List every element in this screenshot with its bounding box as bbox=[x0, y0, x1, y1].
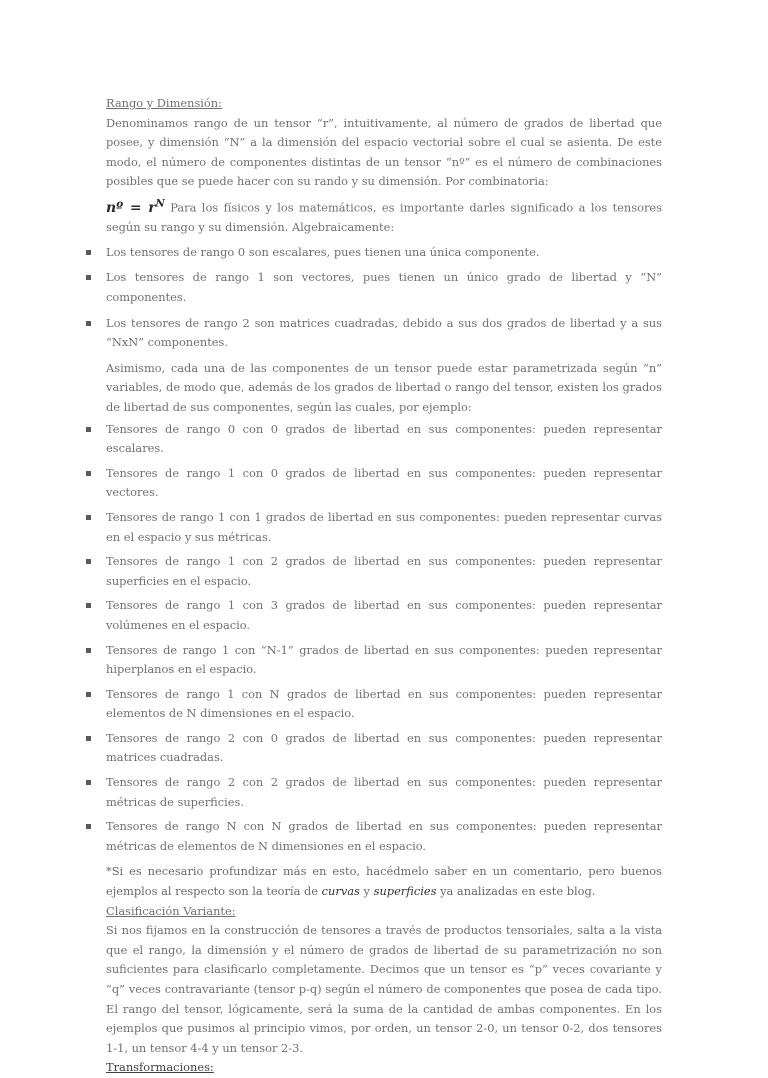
paragraph-parametrizacion: Asimismo, cada una de las componentes de un tensor puede estar parametrizada según “n” variables, de modo que, además de los grados de libertad o rango del tensor, existen los grados de libertad de sus componentes, según las cuales, por ejemplo: bbox=[106, 360, 662, 414]
document-body bbox=[106, 94, 662, 1078]
list-item: Tensores de rango 1 con “N-1” grados de libertad en sus componentes: pueden representar hiperplanos en el espacio. bbox=[106, 641, 662, 680]
list-item: Los tensores de rango 2 son matrices cuadradas, debido a sus dos grados de libertad y a sus “NxN” componentes. bbox=[106, 314, 662, 353]
link-superficies[interactable]: superficies bbox=[373, 884, 437, 899]
formula bbox=[106, 197, 165, 216]
section-heading-clasificacion: Clasificación Variante: bbox=[106, 903, 236, 918]
list-item: Tensores de rango 2 con 2 grados de libertad en sus componentes: pueden representar métricas de superficies. bbox=[106, 773, 662, 812]
list-ejemplos bbox=[106, 420, 662, 857]
list-item: Tensores de rango 2 con 0 grados de libertad en sus componentes: pueden representar matrices cuadradas. bbox=[106, 729, 662, 768]
list-item: Tensores de rango 1 con 3 grados de libertad en sus componentes: pueden representar volúmenes en el espacio. bbox=[106, 596, 662, 635]
list-item: Los tensores de rango 0 son escalares, pues tienen una única componente. bbox=[106, 243, 662, 263]
formula-caption: Para los físicos y los matemáticos, es importante darles significado a los tensores según su rango y su dimensión. Algebraicamente: bbox=[106, 200, 662, 235]
section-heading-transformaciones: Transformaciones: bbox=[106, 1060, 214, 1075]
note-text-mid: y bbox=[359, 884, 374, 899]
note-text: *Si es necesario profundizar más en esto, hacédmelo saber en un comentario, pero buenos ejemplos al respecto son la teoría de bbox=[106, 864, 662, 899]
list-item: Tensores de rango N con N grados de libertad en sus componentes: pueden representar métricas de elementos de N dimensiones en el espacio. bbox=[106, 817, 662, 856]
paragraph-definicion: Denominamos rango de un tensor “r”, intuitivamente, al número de grados de libertad que posee, y dimensión “N” a la dimensión del espacio vectorial sobre el cual se asienta. De este modo, el número de componentes distintas de un tensor “nº” es el número de combinaciones posibles que se puede hacer con su rando y su dimensión. Por combinatoria: bbox=[106, 115, 662, 189]
list-item: Los tensores de rango 1 son vectores, pues tienen un único grado de libertad y “N” componentes. bbox=[106, 268, 662, 307]
formula-line bbox=[106, 194, 662, 238]
list-item: Tensores de rango 0 con 0 grados de libertad en sus componentes: pueden representar escalares. bbox=[106, 420, 662, 459]
list-item: Tensores de rango 1 con N grados de libertad en sus componentes: pueden representar elementos de N dimensiones en el espacio. bbox=[106, 685, 662, 724]
list-item: Tensores de rango 1 con 2 grados de libertad en sus componentes: pueden representar superficies en el espacio. bbox=[106, 552, 662, 591]
link-curvas[interactable]: curvas bbox=[321, 884, 360, 899]
section-heading-rango: Rango y Dimensión: bbox=[106, 96, 222, 110]
list-item: Tensores de rango 1 con 1 grados de libertad en sus componentes: pueden representar curvas en el espacio y sus métricas. bbox=[106, 508, 662, 547]
note-text-end: ya analizadas en este blog. bbox=[436, 884, 596, 899]
formula-exponent: N bbox=[155, 197, 165, 209]
list-rangos bbox=[106, 243, 662, 353]
note-paragraph bbox=[106, 862, 662, 901]
formula-base: nº = r bbox=[106, 199, 156, 216]
paragraph-clasificacion: Si nos fijamos en la construcción de tensores a través de productos tensoriales, salta a la vista que el rango, la dimensión y el número de grados de libertad de su parametrización no son suficientes para clasificarlo completamente. Decimos que un tensor es “p” veces covariante y “q” veces contravariante (tensor p-q) según el número de componentes que posea de cada tipo. El rango del tensor, lógicamente, será la suma de la cantidad de ambas componentes. En los ejemplos que pusimos al principio vimos, por orden, un tensor 2-0, un tensor 0-2, dos tensores 1-1, un tensor 4-4 y un tensor 2-3. bbox=[106, 923, 662, 1055]
list-item: Tensores de rango 1 con 0 grados de libertad en sus componentes: pueden representar vectores. bbox=[106, 464, 662, 503]
